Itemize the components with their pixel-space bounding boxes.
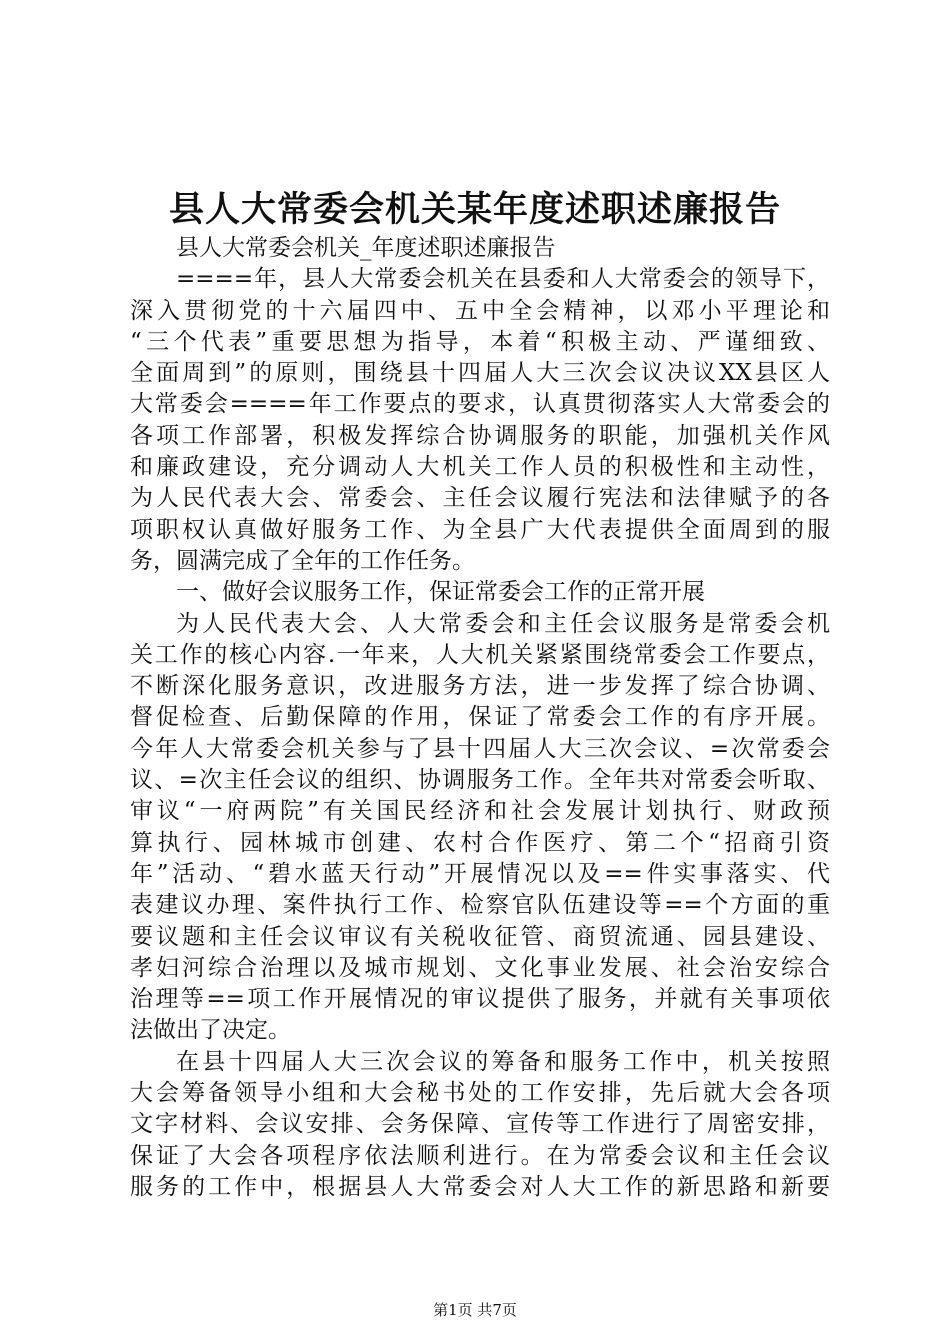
body-line: 为人民代表大会、人大常委会和主任会议服务是常委会机 (176, 610, 830, 637)
document-title: 县人大常委会机关某年度述职述廉报告 (168, 189, 781, 230)
body-line: 审议“一府两院”有关国民经济和社会发展计划执行、财政预 (130, 798, 830, 825)
body-line: 关工作的核心内容.一年来，人大机关紧紧围绕常委会工作要点， (130, 641, 830, 668)
body-line: “三个代表”重要思想为指导，本着“积极主动、严谨细致、 (130, 328, 830, 355)
body-line: 一、做好会议服务工作，保证常委会工作的正常开展 (176, 579, 705, 606)
body-line: 务，圆满完成了全年的工作任务。 (130, 547, 475, 574)
body-line: 议、=次主任会议的组织、协调服务工作。全年共对常委会听取、 (130, 767, 830, 794)
body-line: 表建议办理、案件执行工作、检察官队伍建设等==个方面的重 (130, 892, 830, 919)
body-line: 大会筹备领导小组和大会秘书处的工作安排，先后就大会各项 (130, 1080, 830, 1107)
body-line: 保证了大会各项程序依法顺利进行。在为常委会议和主任会议 (130, 1142, 830, 1169)
body-line: 不断深化服务意识，改进服务方法，进一步发挥了综合协调、 (130, 673, 830, 700)
body-line: 大常委会====年工作要点的要求，认真贯彻落实人大常委会的 (130, 391, 830, 418)
body-line: ====年，县人大常委会机关在县委和人大常委会的领导下， (176, 266, 830, 293)
body-line: 县人大常委会机关_年度述职述廉报告 (176, 235, 556, 261)
body-line: 要议题和主任会议审议有关税收征管、商贸流通、园县建设、 (130, 923, 830, 950)
body-line: 法做出了决定。 (130, 1017, 291, 1044)
body-line: 今年人大常委会机关参与了县十四届人大三次会议、=次常委会 (130, 735, 830, 762)
body-line: 为人民代表大会、常委会、主任会议履行宪法和法律赋予的各 (130, 485, 830, 512)
body-line: 文字材料、会议安排、会务保障、宣传等工作进行了周密安排， (130, 1111, 830, 1138)
body-line: 算执行、园林城市创建、农村合作医疗、第二个“招商引资 (130, 829, 830, 856)
body-line: 全面周到”的原则，围绕县十四届人大三次会议决议XX县区人 (130, 360, 830, 387)
body-line: 孝妇河综合治理以及城市规划、文化事业发展、社会治安综合 (130, 954, 830, 981)
body-line: 服务的工作中，根据县人大常委会对人大工作的新思路和新要 (130, 1173, 830, 1200)
body-line: 治理等==项工作开展情况的审议提供了服务，并就有关事项依 (130, 986, 830, 1013)
body-line: 督促检查、后勤保障的作用，保证了常委会工作的有序开展。 (130, 704, 830, 731)
body-line: 年”活动、“碧水蓝天行动”开展情况以及==件实事落实、代 (130, 860, 830, 887)
page-footer: 第1页 共7页 (433, 1301, 517, 1319)
body-line: 深入贯彻党的十六届四中、五中全会精神，以邓小平理论和 (130, 297, 830, 324)
body-line: 各项工作部署，积极发挥综合协调服务的职能，加强机关作风 (130, 422, 830, 449)
document-body (130, 233, 830, 1203)
body-line: 项职权认真做好服务工作、为全县广大代表提供全面周到的服 (130, 516, 830, 543)
body-line: 和廉政建设，充分调动人大机关工作人员的积极性和主动性， (130, 454, 830, 481)
body-line: 在县十四届人大三次会议的筹备和服务工作中，机关按照 (176, 1048, 830, 1075)
